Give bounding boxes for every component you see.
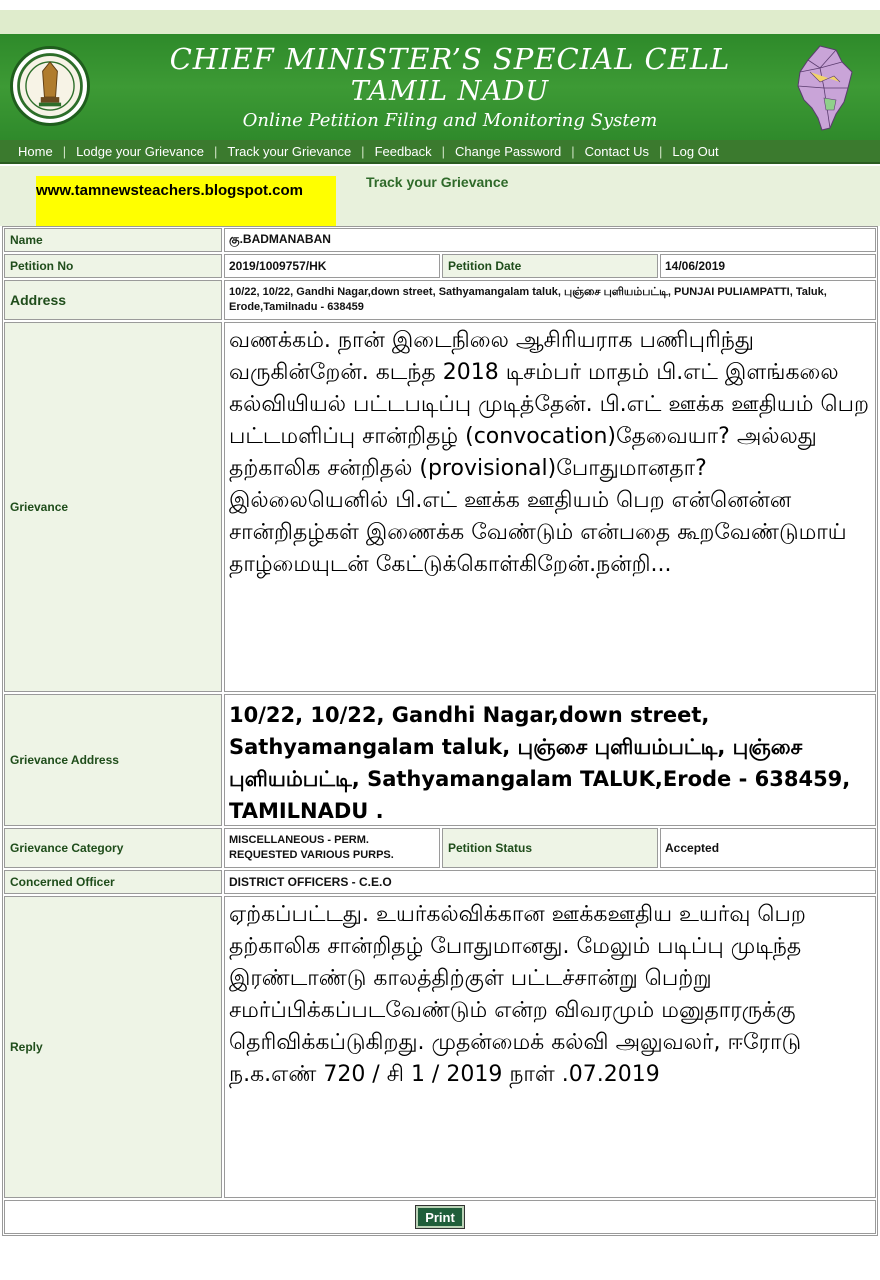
nav-separator: | [658, 143, 663, 159]
tamil-nadu-emblem-icon [10, 46, 90, 126]
nav-separator: | [571, 143, 575, 159]
page-title: Track your Grievance [366, 174, 509, 190]
address-label: Address [4, 280, 222, 320]
nav-bar [0, 140, 880, 164]
header-subtitle: Online Petition Filing and Monitoring System [242, 110, 658, 131]
tamil-nadu-map-icon [790, 42, 860, 134]
nav-separator: | [62, 143, 67, 159]
petition-no-label: Petition No [4, 254, 222, 278]
nav-separator: | [361, 143, 365, 159]
grievance-text: வணக்கம். நான் இடைநிலை ஆசிரியராக பணிபுரிந்து வருகின்றேன். கடந்த 2018 டிசம்பர் மாதம் பி.எட் இளங்கலை கல்வியியல் பட்டபடிப்பு முடித்தேன். பி.எட் ஊக்க ஊதியம் பெற பட்டமளிப்பு சான்றிதழ் (convocation)தேவையா? அல்லது தற்காலிக சன்றிதல் (provisional)போதுமானதா? இல்லையெனில் பி.எட் ஊக்க ஊதியம் பெற என்னென்ன சான்றிதழ்கள் இணைக்க வேண்டும் என்பதை கூறவேண்டுமாய் தாழ்மையுடன் கேட்டுக்கொள்கிறேன்.நன்றி... [224, 322, 876, 692]
nav-change-password[interactable]: Change Password [455, 143, 562, 159]
nav-contact-us[interactable]: Contact Us [584, 143, 649, 159]
petition-status-value: Accepted [660, 828, 876, 868]
nav-home[interactable]: Home [18, 143, 53, 159]
name-value: கு.BADMANABAN [224, 228, 876, 252]
petition-date-label: Petition Date [442, 254, 658, 278]
nav-separator: | [441, 143, 446, 159]
header-title-line1: CHIEF MINISTER’S SPECIAL CELL [169, 42, 731, 76]
nav-separator: | [214, 143, 218, 159]
grievance-address-value: 10/22, 10/22, Gandhi Nagar,down street, Sathyamangalam taluk, புஞ்சை புளியம்பட்டி, புஞ்சை புளியம்பட்டி, Sathyamangalam TALUK,Erode - 638459, TAMILNADU . [224, 694, 876, 826]
print-button[interactable]: Print [416, 1206, 464, 1228]
nav-lodge-grievance[interactable]: Lodge your Grievance [76, 143, 204, 159]
grievance-category-value: MISCELLANEOUS - PERM. REQUESTED VARIOUS PURPS. [224, 828, 440, 868]
reply-label: Reply [4, 896, 222, 1198]
petition-no-value: 2019/1009757/HK [224, 254, 440, 278]
nav-log-out[interactable]: Log Out [672, 143, 719, 159]
petition-status-label: Petition Status [442, 828, 658, 868]
concerned-officer-value: DISTRICT OFFICERS - C.E.O [224, 870, 876, 894]
petition-date-value: 14/06/2019 [660, 254, 876, 278]
watermark-text: www.tamnewsteachers.blogspot.com [36, 182, 304, 199]
grievance-category-label: Grievance Category [4, 828, 222, 868]
grievance-address-label: Grievance Address [4, 694, 222, 826]
reply-text: ஏற்கப்பட்டது. உயர்கல்விக்கான ஊக்கஊதிய உயர்வு பெற தற்காலிக சான்றிதழ் போதுமானது. மேலும் படிப்பு முடிந்த இரண்டாண்டு காலத்திற்குள் பட்டச்சான்று பெற்று சமர்ப்பிக்கப்படவேண்டும் என்ற விவரமும் மனுதாரருக்கு தெரிவிக்கப்டுகிறது. முதன்மைக் கல்வி அலுவலர், ஈரோடு ந.க.எண் 720 / சி 1 / 2019 நாள் .07.2019 [224, 896, 876, 1198]
header-title-line2: TAMIL NADU [350, 76, 550, 107]
name-label: Name [4, 228, 222, 252]
header-banner [0, 34, 880, 140]
address-value: 10/22, 10/22, Gandhi Nagar,down street, Sathyamangalam taluk, புஞ்சை புளியம்பட்டி, PUNJAI PULIAMPATTI, Taluk, Erode,Tamilnadu - 638459 [224, 280, 876, 320]
nav-track-grievance[interactable]: Track your Grievance [227, 143, 352, 159]
concerned-officer-label: Concerned Officer [4, 870, 222, 894]
top-strip [0, 10, 880, 34]
grievance-label: Grievance [4, 322, 222, 692]
nav-feedback[interactable]: Feedback [374, 143, 432, 159]
